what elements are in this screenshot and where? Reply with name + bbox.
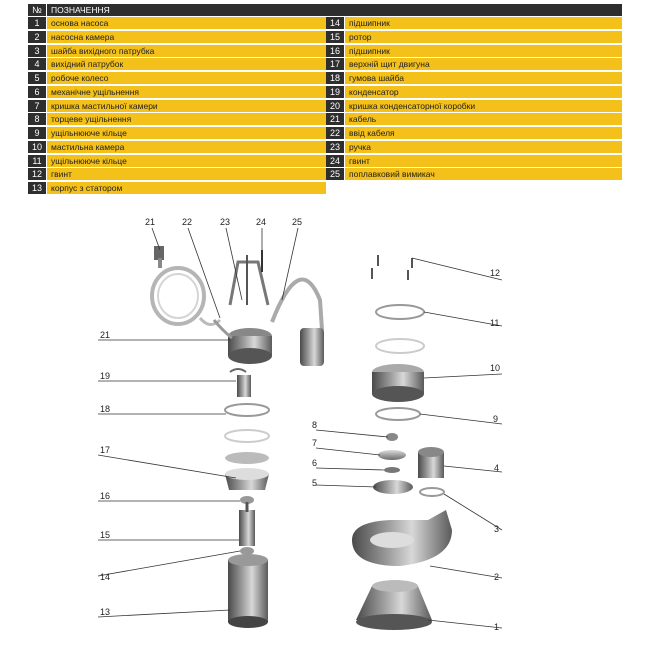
legend-label: поплавковий вимикач bbox=[345, 168, 622, 180]
legend-label: кришка конденсаторної коробки bbox=[345, 100, 622, 112]
callout-right-10: 10 bbox=[490, 363, 501, 373]
legend-label: механічне ущільнення bbox=[47, 86, 326, 98]
stator-housing bbox=[228, 554, 268, 628]
legend-number: 25 bbox=[326, 168, 344, 180]
seal-ring-extra bbox=[376, 339, 424, 353]
legend-label: ввід кабеля bbox=[345, 127, 622, 139]
legend-label: гумова шайба bbox=[345, 72, 622, 84]
callout-right-2: 2 bbox=[494, 572, 500, 582]
legend-label: підшипник bbox=[345, 17, 622, 29]
pump-chamber bbox=[352, 510, 452, 566]
outlet-pipe bbox=[418, 447, 444, 478]
legend-number: 9 bbox=[28, 127, 46, 139]
float-switch bbox=[272, 280, 324, 366]
callout-right-9: 9 bbox=[493, 414, 499, 424]
screws bbox=[372, 255, 412, 280]
bearing-14 bbox=[240, 547, 254, 555]
handle bbox=[230, 250, 268, 305]
callout-left-13: 13 bbox=[100, 607, 111, 617]
legend-number: 4 bbox=[28, 58, 46, 70]
callout-right-6: 6 bbox=[312, 458, 318, 468]
legend-number: 8 bbox=[28, 113, 46, 125]
callout-right-8: 8 bbox=[312, 420, 318, 430]
callout-right-7: 7 bbox=[312, 438, 318, 448]
legend-number: 7 bbox=[28, 100, 46, 112]
callout-right-12: 12 bbox=[490, 268, 501, 278]
legend-number: 14 bbox=[326, 17, 344, 29]
oil-chamber-cover bbox=[378, 450, 406, 460]
legend-number: 2 bbox=[28, 31, 46, 43]
callout-top-23: 23 bbox=[220, 217, 231, 227]
legend-number: 5 bbox=[28, 72, 46, 84]
capacitor bbox=[230, 369, 251, 397]
outlet-washer bbox=[420, 488, 444, 496]
legend-number: 24 bbox=[326, 155, 344, 167]
legend-number: 20 bbox=[326, 100, 344, 112]
legend-label: основа насоса bbox=[47, 17, 326, 29]
legend-number: 18 bbox=[326, 72, 344, 84]
legend-number: 21 bbox=[326, 113, 344, 125]
callout-top-21: 21 bbox=[145, 217, 156, 227]
callout-right-11: 11 bbox=[490, 318, 500, 328]
legend-label: вихідний патрубок bbox=[47, 58, 326, 70]
callout-left-16: 16 bbox=[100, 491, 111, 501]
gasket-ring bbox=[225, 430, 269, 442]
legend-label: шайба вихідного патрубка bbox=[47, 45, 326, 57]
legend-number: 10 bbox=[28, 141, 46, 153]
legend-label: торцеве ущільнення bbox=[47, 113, 326, 125]
legend-label: ущільнююче кільце bbox=[47, 155, 326, 167]
legend-label: робоче колесо bbox=[47, 72, 326, 84]
legend-number: 1 bbox=[28, 17, 46, 29]
callout-left-19: 19 bbox=[100, 371, 111, 381]
callout-right-5: 5 bbox=[312, 478, 318, 488]
legend-label: верхній щит двигуна bbox=[345, 58, 622, 70]
legend-label: ущільнююче кільце bbox=[47, 127, 326, 139]
legend-header-label: ПОЗНАЧЕННЯ bbox=[47, 4, 622, 16]
cable-coil bbox=[152, 246, 220, 325]
legend-header-num: № bbox=[28, 4, 46, 16]
legend-number: 23 bbox=[326, 141, 344, 153]
callout-left-17: 17 bbox=[100, 445, 111, 455]
legend-number: 13 bbox=[28, 182, 46, 194]
motor-top-cover bbox=[214, 320, 272, 364]
rubber-washer bbox=[225, 404, 269, 416]
legend-number: 12 bbox=[28, 168, 46, 180]
seal-ring-9 bbox=[376, 408, 420, 420]
legend-number: 22 bbox=[326, 127, 344, 139]
callout-left-21: 21 bbox=[100, 330, 111, 340]
callout-left-15: 15 bbox=[100, 530, 111, 540]
callout-top-22: 22 bbox=[182, 217, 193, 227]
legend-label: конденсатор bbox=[345, 86, 622, 98]
legend-label: гвинт bbox=[345, 155, 622, 167]
legend-label: гвинт bbox=[47, 168, 326, 180]
legend-label: мастильна камера bbox=[47, 141, 326, 153]
legend-number: 3 bbox=[28, 45, 46, 57]
rotor bbox=[239, 502, 255, 546]
legend-number: 15 bbox=[326, 31, 344, 43]
callout-top-24: 24 bbox=[256, 217, 267, 227]
callout-right-4: 4 bbox=[494, 463, 500, 473]
legend-number: 11 bbox=[28, 155, 46, 167]
legend-label: ручка bbox=[345, 141, 622, 153]
mechanical-seal bbox=[384, 467, 400, 473]
upper-motor-shield bbox=[225, 452, 269, 490]
callout-left-18: 18 bbox=[100, 404, 111, 414]
legend-number: 6 bbox=[28, 86, 46, 98]
legend-label: підшипник bbox=[345, 45, 622, 57]
callout-right-1: 1 bbox=[494, 622, 500, 632]
callout-left-14: 14 bbox=[100, 572, 111, 582]
legend-number: 16 bbox=[326, 45, 344, 57]
legend-label: корпус з статором bbox=[47, 182, 326, 194]
legend-label: ротор bbox=[345, 31, 622, 43]
oil-chamber bbox=[372, 364, 424, 402]
callout-top-25: 25 bbox=[292, 217, 303, 227]
pump-base bbox=[356, 580, 432, 630]
callout-right-3: 3 bbox=[494, 524, 500, 534]
legend-number: 19 bbox=[326, 86, 344, 98]
legend-number: 17 bbox=[326, 58, 344, 70]
legend-label: кабель bbox=[345, 113, 622, 125]
legend-label: насосна камера bbox=[47, 31, 326, 43]
seal-ring-11 bbox=[376, 305, 424, 319]
legend-label: кришка мастильної камери bbox=[47, 100, 326, 112]
impeller bbox=[373, 480, 413, 494]
